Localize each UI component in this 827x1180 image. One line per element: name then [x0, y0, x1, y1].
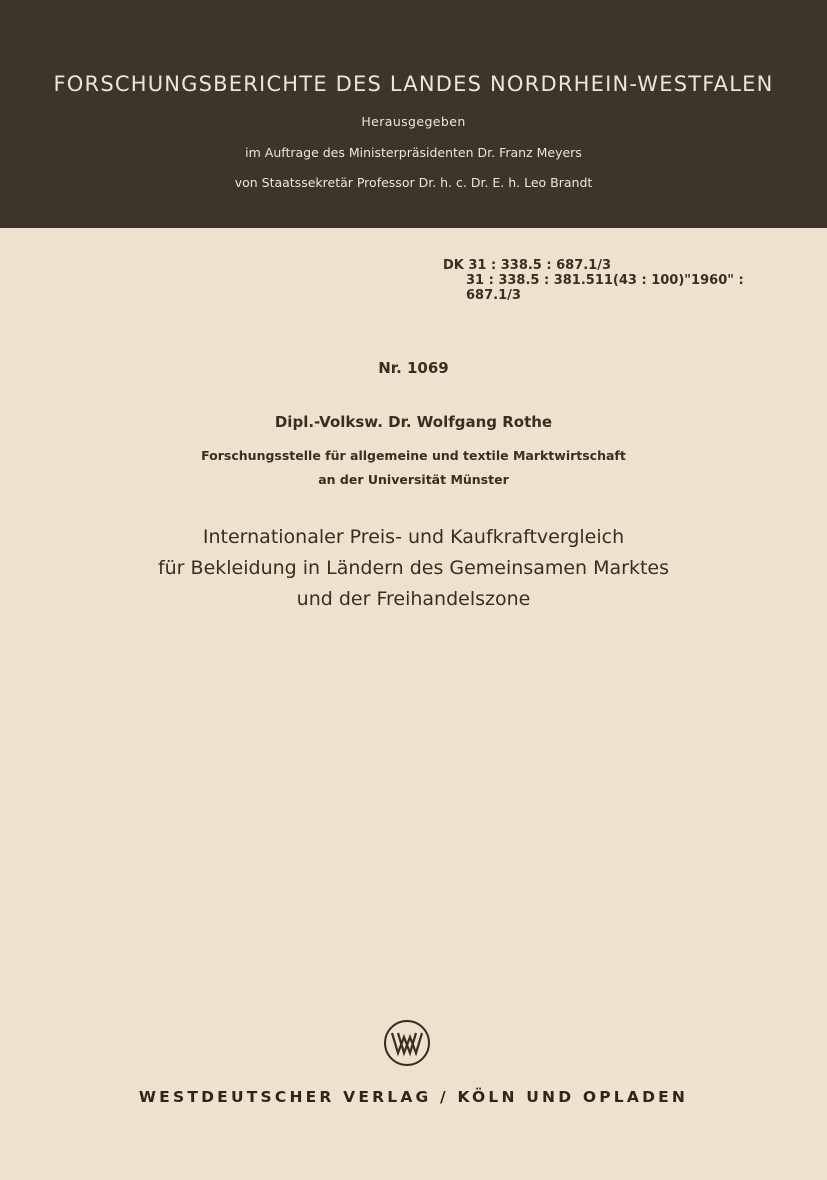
- editor-line-1: im Auftrage des Ministerpräsidenten Dr. Franz Meyers: [245, 145, 582, 160]
- classification-code: [443, 258, 773, 303]
- classification-line-2: 31 : 338.5 : 381.511(43 : 100)"1960" : 687.1/3: [466, 273, 744, 303]
- title-line-2: für Bekleidung in Ländern des Gemeinsamen Marktes: [157, 557, 670, 579]
- series-header-band: [0, 0, 827, 228]
- classification-line-1: DK 31 : 338.5 : 687.1/3: [443, 258, 612, 273]
- publisher-imprint: WESTDEUTSCHER VERLAG / KÖLN UND OPLADEN: [138, 1088, 689, 1106]
- institution-line-1: Forschungsstelle für allgemeine und textile Marktwirtschaft: [201, 448, 626, 463]
- series-title: FORSCHUNGSBERICHTE DES LANDES NORDRHEIN-WESTFALEN: [53, 72, 774, 96]
- title-line-1: Internationaler Preis- und Kaufkraftvergleich: [202, 526, 625, 548]
- book-title: [0, 522, 827, 615]
- publisher-ww-logo-icon: [383, 1019, 431, 1067]
- institution-line-2: an der Universität Münster: [318, 472, 509, 487]
- report-number: Nr. 1069: [378, 359, 449, 377]
- title-line-3: und der Freihandelszone: [296, 588, 531, 610]
- editor-line-2: von Staatssekretär Professor Dr. h. c. Dr. E. h. Leo Brandt: [234, 175, 593, 190]
- editor-label: Herausgegeben: [361, 114, 466, 129]
- author-name: Dipl.-Volksw. Dr. Wolfgang Rothe: [274, 413, 553, 431]
